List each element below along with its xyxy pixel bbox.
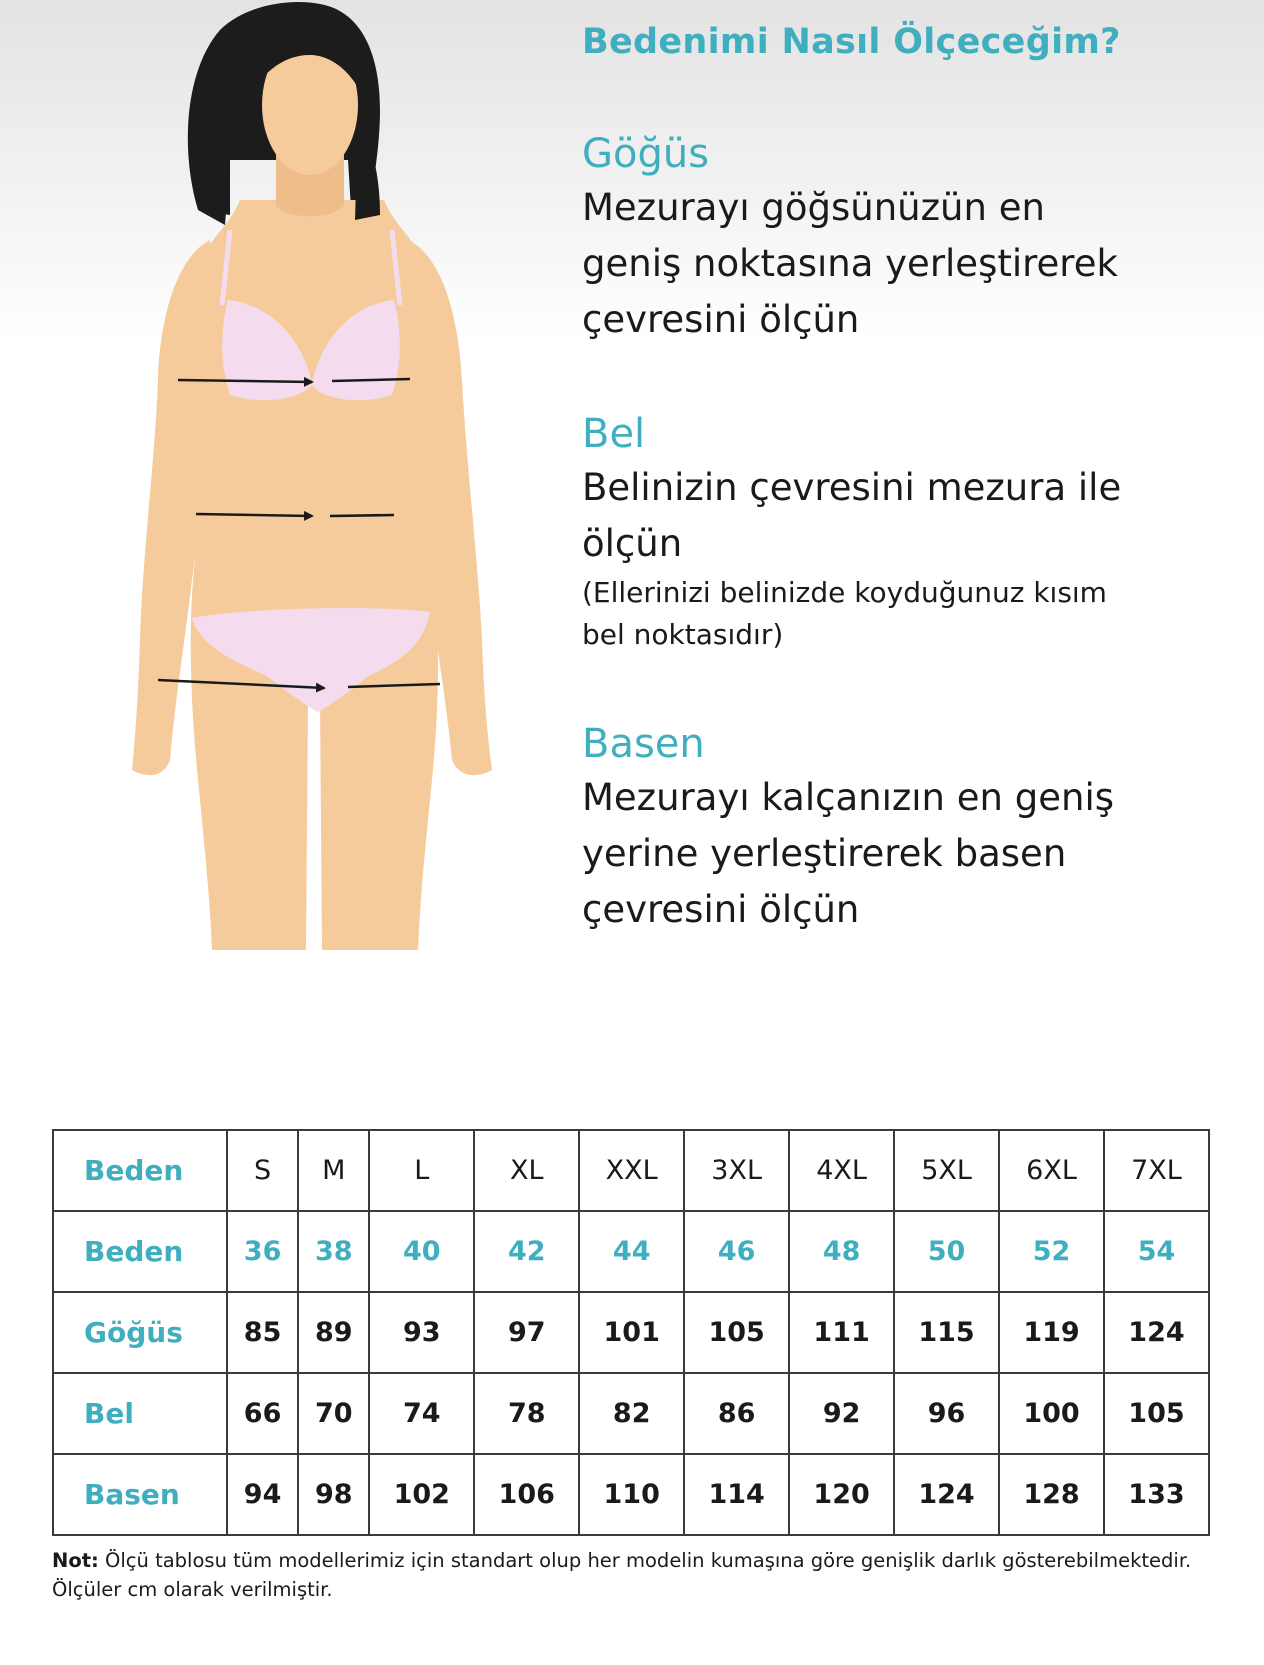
chest-line-3: çevresini ölçün xyxy=(582,298,860,341)
table-cell: 70 xyxy=(298,1373,369,1454)
table-cell: 78 xyxy=(474,1373,579,1454)
table-cell: 46 xyxy=(684,1211,789,1292)
table-cell: 101 xyxy=(579,1292,684,1373)
table-cell: 119 xyxy=(999,1292,1104,1373)
table-cell: 3XL xyxy=(684,1130,789,1211)
footnote xyxy=(52,1546,1232,1604)
waist-note-line-1: (Ellerinizi belinizde koyduğunuz kısım xyxy=(582,576,1107,609)
table-row xyxy=(53,1130,1209,1211)
table-cell: L xyxy=(369,1130,474,1211)
table-row xyxy=(53,1211,1209,1292)
footnote-line-1 xyxy=(52,1546,1232,1575)
table-cell: 93 xyxy=(369,1292,474,1373)
table-cell: 50 xyxy=(894,1211,999,1292)
footnote-line-2: Ölçüler cm olarak verilmiştir. xyxy=(52,1578,333,1601)
table-cell: 100 xyxy=(999,1373,1104,1454)
table-cell: 110 xyxy=(579,1454,684,1535)
table-cell: 74 xyxy=(369,1373,474,1454)
body-illustration xyxy=(80,0,540,960)
table-cell: 114 xyxy=(684,1454,789,1535)
table-cell: 105 xyxy=(1104,1373,1209,1454)
woman-figure-icon xyxy=(80,0,540,960)
table-cell: 102 xyxy=(369,1454,474,1535)
table-cell: XXL xyxy=(579,1130,684,1211)
footnote-text: Ölçü tablosu tüm modellerimiz için standart olup her modelin kumaşına göre genişlik darlık gösterebilmektedir. xyxy=(98,1549,1192,1572)
table-row xyxy=(53,1454,1209,1535)
size-chart-table xyxy=(52,1129,1210,1536)
hip-section xyxy=(582,718,1242,938)
table-cell: XL xyxy=(474,1130,579,1211)
chest-line-1: Mezurayı göğsünüzün en xyxy=(582,186,1045,229)
chest-label: Göğüs xyxy=(582,131,710,177)
table-row xyxy=(53,1292,1209,1373)
row-label: Beden xyxy=(53,1130,227,1211)
table-cell: 128 xyxy=(999,1454,1104,1535)
table-cell: 6XL xyxy=(999,1130,1104,1211)
table-cell: 44 xyxy=(579,1211,684,1292)
row-label: Bel xyxy=(53,1373,227,1454)
table-cell: 106 xyxy=(474,1454,579,1535)
row-label: Basen xyxy=(53,1454,227,1535)
table-cell: 82 xyxy=(579,1373,684,1454)
page-title: Bedenimi Nasıl Ölçeceğim? xyxy=(582,22,1121,62)
table-cell: 89 xyxy=(298,1292,369,1373)
table-cell: 111 xyxy=(789,1292,894,1373)
table-cell: 124 xyxy=(894,1454,999,1535)
footnote-label: Not: xyxy=(52,1549,99,1572)
table-cell: 66 xyxy=(227,1373,298,1454)
table-cell: 115 xyxy=(894,1292,999,1373)
hip-label: Basen xyxy=(582,721,705,767)
table-cell: 98 xyxy=(298,1454,369,1535)
table-cell: M xyxy=(298,1130,369,1211)
hip-line-2: yerine yerleştirerek basen xyxy=(582,832,1067,875)
hip-line-3: çevresini ölçün xyxy=(582,888,860,931)
table-cell: 120 xyxy=(789,1454,894,1535)
hip-line-1: Mezurayı kalçanızın en geniş xyxy=(582,776,1115,819)
table-cell: 54 xyxy=(1104,1211,1209,1292)
table-cell: 4XL xyxy=(789,1130,894,1211)
waist-note-line-2: bel noktasıdır) xyxy=(582,618,784,651)
table-row xyxy=(53,1373,1209,1454)
table-cell: 133 xyxy=(1104,1454,1209,1535)
table-cell: 105 xyxy=(684,1292,789,1373)
table-cell: 48 xyxy=(789,1211,894,1292)
table-cell: 40 xyxy=(369,1211,474,1292)
table-cell: 124 xyxy=(1104,1292,1209,1373)
waist-line-1: Belinizin çevresini mezura ile xyxy=(582,466,1122,509)
table-cell: 85 xyxy=(227,1292,298,1373)
waist-label: Bel xyxy=(582,411,646,457)
table-cell: 5XL xyxy=(894,1130,999,1211)
table-cell: 38 xyxy=(298,1211,369,1292)
row-label: Beden xyxy=(53,1211,227,1292)
row-label: Göğüs xyxy=(53,1292,227,1373)
table-cell: 42 xyxy=(474,1211,579,1292)
table-cell: 92 xyxy=(789,1373,894,1454)
table-cell: S xyxy=(227,1130,298,1211)
table-cell: 7XL xyxy=(1104,1130,1209,1211)
table-cell: 52 xyxy=(999,1211,1104,1292)
table-cell: 94 xyxy=(227,1454,298,1535)
chest-line-2: geniş noktasına yerleştirerek xyxy=(582,242,1118,285)
table-cell: 86 xyxy=(684,1373,789,1454)
table-cell: 36 xyxy=(227,1211,298,1292)
waist-line-2: ölçün xyxy=(582,522,683,565)
table-cell: 97 xyxy=(474,1292,579,1373)
waist-section xyxy=(582,408,1242,656)
chest-section xyxy=(582,128,1242,348)
table-cell: 96 xyxy=(894,1373,999,1454)
